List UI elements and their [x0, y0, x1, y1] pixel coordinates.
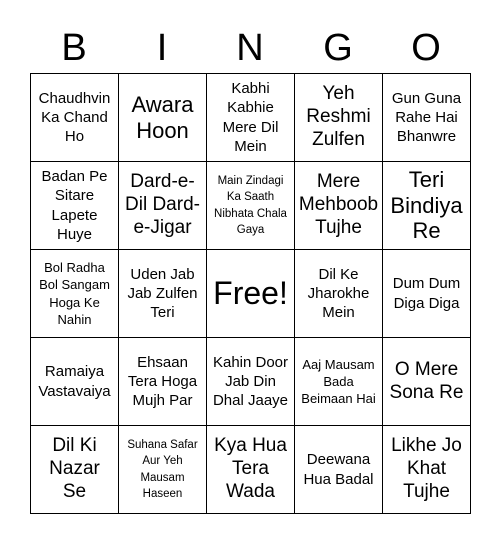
bingo-cell: Uden Jab Jab Zulfen Teri: [119, 250, 207, 338]
bingo-cell: Dil Ke Jharokhe Mein: [295, 250, 383, 338]
bingo-cell: Dard-e-Dil Dard-e-Jigar: [119, 162, 207, 250]
bingo-cell: Gun Guna Rahe Hai Bhanwre: [383, 74, 471, 162]
bingo-cell: Yeh Reshmi Zulfen: [295, 74, 383, 162]
bingo-cell: O Mere Sona Re: [383, 338, 471, 426]
bingo-cell: Ramaiya Vastavaiya: [31, 338, 119, 426]
bingo-header: [30, 24, 470, 72]
bingo-cell: Likhe Jo Khat Tujhe: [383, 426, 471, 514]
bingo-cell: Bol Radha Bol Sangam Hoga Ke Nahin: [31, 250, 119, 338]
bingo-cell: Deewana Hua Badal: [295, 426, 383, 514]
bingo-cell: Suhana Safar Aur Yeh Mausam Haseen: [119, 426, 207, 514]
bingo-cell: Kabhi Kabhie Mere Dil Mein: [207, 74, 295, 162]
header-letter-o: O: [411, 27, 441, 69]
header-letter-i: I: [156, 27, 168, 69]
bingo-cell: Kahin Door Jab Din Dhal Jaaye: [207, 338, 295, 426]
bingo-cell: Aaj Mausam Bada Beimaan Hai: [295, 338, 383, 426]
bingo-cell: Chaudhvin Ka Chand Ho: [31, 74, 119, 162]
header-letter-n: N: [236, 27, 264, 69]
bingo-cell: Dil Ki Nazar Se: [31, 426, 119, 514]
bingo-cell: Main Zindagi Ka Saath Nibhata Chala Gaya: [207, 162, 295, 250]
bingo-cell: Badan Pe Sitare Lapete Huye: [31, 162, 119, 250]
bingo-cell: Mere Mehboob Tujhe: [295, 162, 383, 250]
bingo-cell: Dum Dum Diga Diga: [383, 250, 471, 338]
bingo-cell: Ehsaan Tera Hoga Mujh Par: [119, 338, 207, 426]
header-letter-b: B: [61, 27, 87, 69]
free-space: Free!: [207, 250, 295, 338]
bingo-cell: Awara Hoon: [119, 74, 207, 162]
bingo-cell: Teri Bindiya Re: [383, 162, 471, 250]
header-letter-g: G: [323, 27, 353, 69]
bingo-card: [30, 73, 471, 514]
bingo-cell: Kya Hua Tera Wada: [207, 426, 295, 514]
